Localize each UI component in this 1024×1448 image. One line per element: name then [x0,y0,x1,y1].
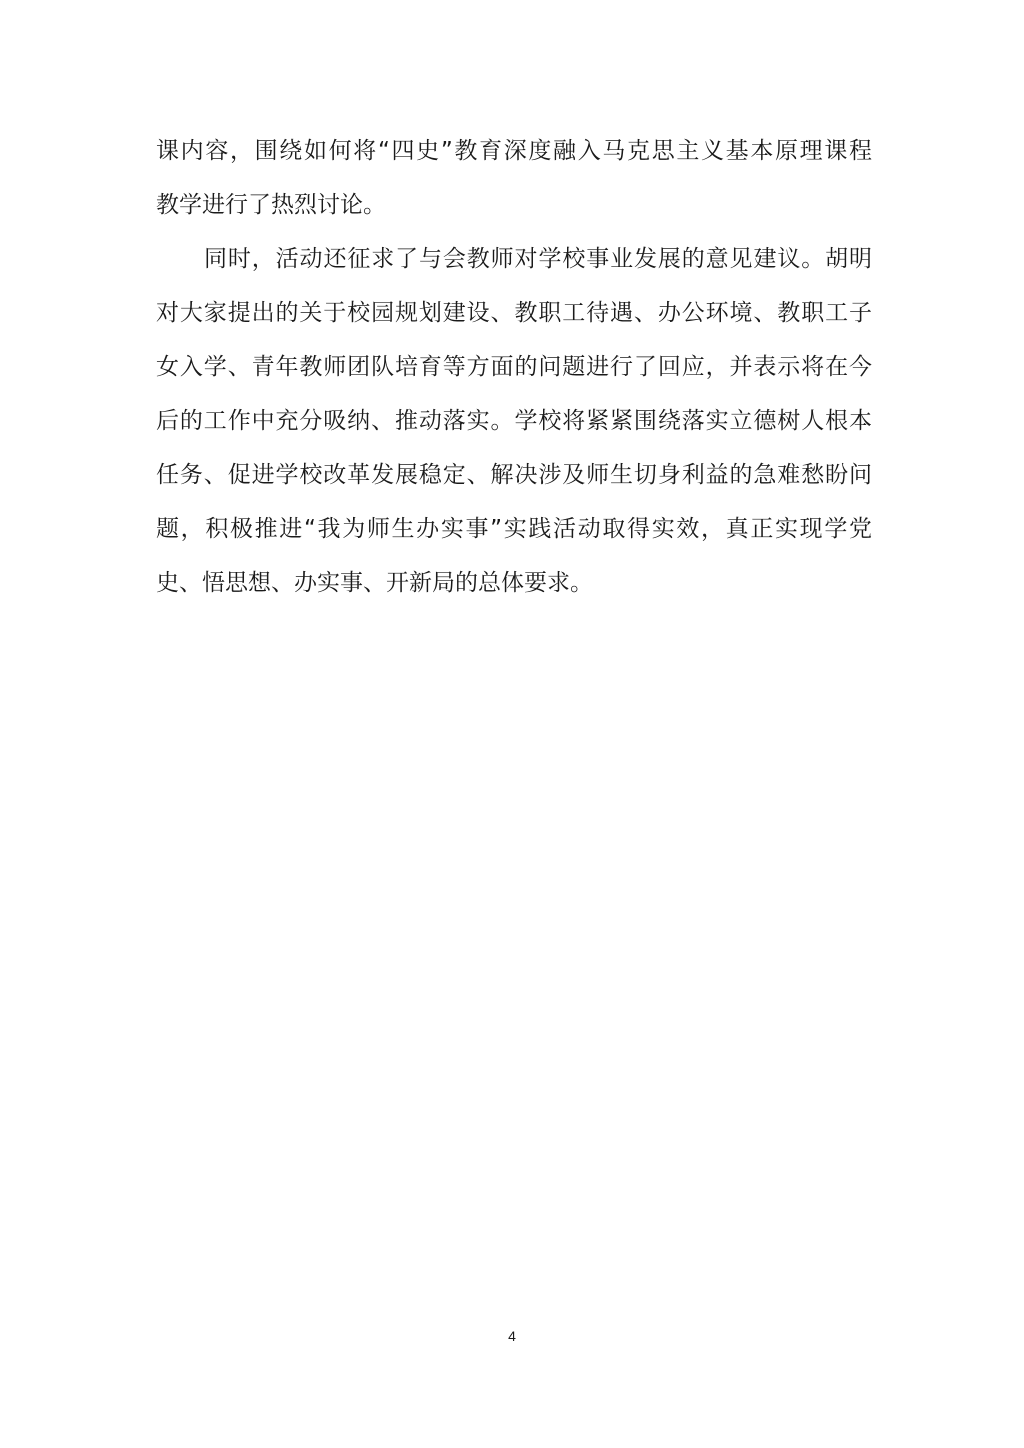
paragraph-2-line-5: 任务、促进学校改革发展稳定、解决涉及师生切身利益的急难愁盼问 [156,462,872,488]
paragraph-1-line-2: 教学进行了热烈讨论。 [156,192,386,218]
page-number: 4 [508,1328,516,1344]
paragraph-1-line-1: 课内容，围绕如何将“四史”教育深度融入马克思主义基本原理课程 [156,138,872,164]
paragraph-2-line-7: 史、悟思想、办实事、开新局的总体要求。 [156,570,593,596]
body-text [156,124,872,610]
paragraph-2-line-2: 对大家提出的关于校园规划建设、教职工待遇、办公环境、教职工子 [156,300,872,326]
paragraph-2-line-6: 题，积极推进“我为师生办实事”实践活动取得实效，真正实现学党 [156,516,872,542]
paragraph-2-line-1: 同时，活动还征求了与会教师对学校事业发展的意见建议。胡明 [204,246,872,272]
paragraph-2-line-4: 后的工作中充分吸纳、推动落实。学校将紧紧围绕落实立德树人根本 [156,408,872,434]
paragraph-2-line-3: 女入学、青年教师团队培育等方面的问题进行了回应，并表示将在今 [156,354,872,380]
